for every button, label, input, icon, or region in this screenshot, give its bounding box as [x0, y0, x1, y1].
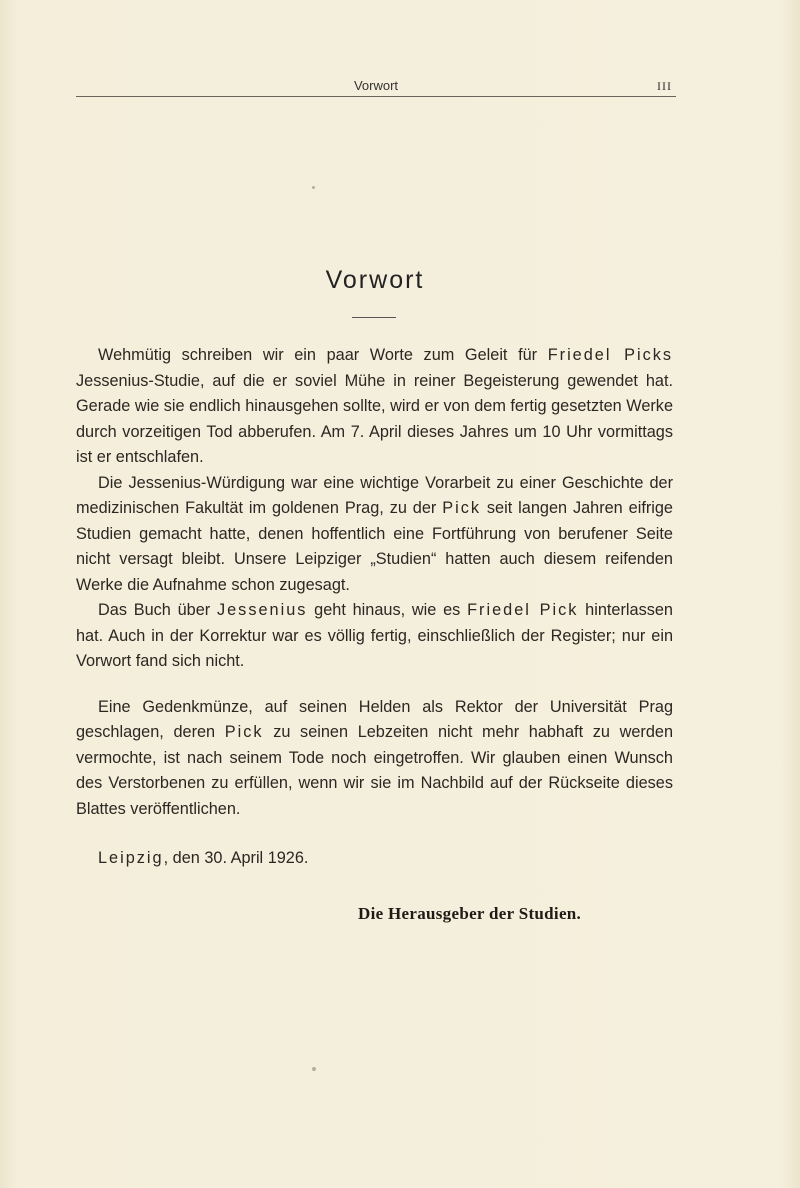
text-run: Jessenius-Studie, auf die er soviel Mühe in reiner Begeisterung gewendet hat. Gerade wie sie endlich hinausgehen sollte, wird er von dem fertig gesetzten Werke durch vorzeitigen Tod abberufen. Am 7. April dieses Jahres um 10 Uhr vormittags ist er entschlafen. [76, 371, 674, 466]
date-line [98, 849, 598, 868]
running-head [76, 76, 676, 97]
spaced-name: Pick [224, 723, 264, 741]
text-run: geht hinaus, wie es [307, 601, 468, 619]
spaced-name: Friedel Pick [467, 601, 579, 619]
spaced-name: Friedel Picks [547, 346, 673, 364]
text-run: Die Jessenius-Würdigung war eine wichtige Vorarbeit zu einer Geschichte der medizinischen Fakultät im goldenen Prag, zu der [76, 473, 673, 517]
spaced-name: Pick [442, 499, 482, 517]
text-run: Wehmütig schreiben wir ein paar Worte zum Geleit für [98, 346, 548, 364]
spaced-name: Jessenius [216, 601, 308, 619]
paper-speck [312, 186, 315, 189]
heading-rule [352, 317, 396, 318]
running-head-title: Vorwort [353, 78, 399, 93]
date-text: , den 30. April 1926. [163, 849, 309, 867]
text-run: seit langen Jahren eifrige Studien gemacht hatte, denen hoffentlich eine Fortführung von berufener Seite nicht versagt bleibt. Unsere Leipziger „Studien“ hatten auch diesem reifenden Werke die Aufnahme schon zugesagt. [76, 499, 673, 594]
text-run: zu seinen Lebzeiten nicht mehr habhaft zu werden vermochte, ist nach seinem Tode noch eingetroffen. Wir glauben einen Wunsch des Verstorbenen zu erfüllen, wenn wir sie im Nachbild auf der Rückseite dieses Blattes veröffentlichen. [76, 723, 674, 818]
signature: Die Herausgeber der Studien. [358, 904, 582, 923]
paper-speck [312, 1067, 316, 1071]
date-place: Leipzig [98, 849, 164, 867]
page-number: III [657, 79, 672, 93]
text-run: Eine Gedenkmünze, auf seinen Helden als Rektor der Universität Prag geschlagen, deren [76, 697, 673, 741]
paragraph-2 [76, 471, 673, 599]
paragraph-1 [76, 343, 673, 471]
text-run: Das Buch über [98, 601, 217, 619]
paragraph-4 [76, 695, 673, 823]
text-run: hinterlassen hat. Auch in der Korrektur war es völlig fertig, einschließlich der Register; nur ein Vorwort fand sich nicht. [76, 601, 673, 670]
body-text [76, 343, 673, 822]
chapter-heading: Vorwort [325, 266, 425, 294]
paragraph-3 [76, 598, 673, 675]
